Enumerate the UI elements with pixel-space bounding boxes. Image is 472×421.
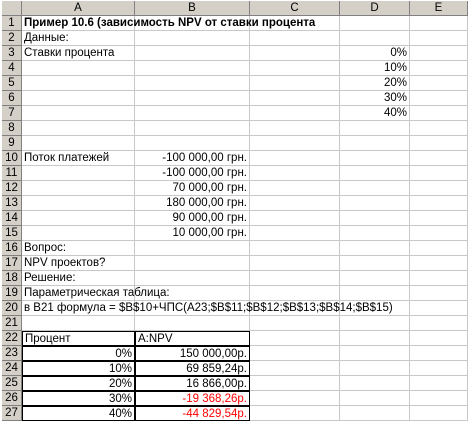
cell-d18[interactable] xyxy=(340,271,410,286)
row-header[interactable]: 11 xyxy=(2,166,22,181)
sheet-row xyxy=(2,31,468,46)
cell-a9[interactable] xyxy=(22,136,135,151)
cell-b16[interactable] xyxy=(135,241,250,256)
row-header[interactable]: 24 xyxy=(2,361,22,376)
column-header-e[interactable]: E xyxy=(410,1,468,16)
cell-c14[interactable] xyxy=(250,211,340,226)
cell-d1[interactable] xyxy=(340,16,410,31)
cell-a8[interactable] xyxy=(22,121,135,136)
row-header[interactable]: 23 xyxy=(2,346,22,361)
sheet-row xyxy=(2,106,468,121)
cell-c5[interactable] xyxy=(250,76,340,91)
row-header[interactable]: 9 xyxy=(2,136,22,151)
row-header[interactable]: 12 xyxy=(2,181,22,196)
cell-a12[interactable] xyxy=(22,181,135,196)
cell-e19[interactable] xyxy=(410,286,468,301)
cell-c24[interactable] xyxy=(250,361,340,376)
cell-c8[interactable] xyxy=(250,121,340,136)
cell-b17[interactable] xyxy=(135,256,250,271)
cell-d24[interactable] xyxy=(340,361,410,376)
row-header[interactable]: 22 xyxy=(2,331,22,346)
row-header[interactable]: 14 xyxy=(2,211,22,226)
column-header-d[interactable]: D xyxy=(340,1,410,16)
cell-b4[interactable] xyxy=(135,61,250,76)
row-header[interactable]: 17 xyxy=(2,256,22,271)
cell-c12[interactable] xyxy=(250,181,340,196)
cell-a5[interactable] xyxy=(22,76,135,91)
cell-c3[interactable] xyxy=(250,46,340,61)
cell-d22[interactable] xyxy=(340,331,410,346)
cell-a21[interactable] xyxy=(22,316,135,331)
cell-a26[interactable]: 30% xyxy=(22,391,135,406)
sheet-row xyxy=(2,16,468,31)
cell-e1[interactable] xyxy=(410,16,468,31)
cell-a6[interactable] xyxy=(22,91,135,106)
row-header[interactable]: 4 xyxy=(2,61,22,76)
row-header[interactable]: 8 xyxy=(2,121,22,136)
cell-b22[interactable]: A:NPV xyxy=(135,331,250,346)
cell-d14[interactable] xyxy=(340,211,410,226)
cell-a1[interactable]: Пример 10.6 (зависимость NPV от ставки процента xyxy=(24,17,316,29)
cell-e9[interactable] xyxy=(410,136,468,151)
cell-b9[interactable] xyxy=(135,136,250,151)
sheet-row xyxy=(2,286,468,301)
cell-d27[interactable] xyxy=(340,406,410,421)
cell-e4[interactable] xyxy=(410,61,468,76)
cell-b21[interactable] xyxy=(135,316,250,331)
cell-b23[interactable]: 150 000,00р. xyxy=(135,346,250,361)
cell-e7[interactable] xyxy=(410,106,468,121)
sheet-row xyxy=(2,136,468,151)
cell-b10[interactable]: -100 000,00 грн. xyxy=(135,151,250,166)
cell-b26[interactable]: -19 368,26р. xyxy=(135,391,250,406)
cell-e5[interactable] xyxy=(410,76,468,91)
sheet-row xyxy=(2,211,468,226)
cell-d25[interactable] xyxy=(340,376,410,391)
spreadsheet-grid xyxy=(2,1,470,420)
row-header[interactable]: 13 xyxy=(2,196,22,211)
sheet-row xyxy=(2,271,468,286)
cell-e23[interactable] xyxy=(410,346,468,361)
sheet-row xyxy=(2,166,468,181)
cell-e11[interactable] xyxy=(410,166,468,181)
cell-a4[interactable] xyxy=(22,61,135,76)
cell-a3[interactable]: Ставки процента xyxy=(22,46,135,61)
cell-a11[interactable] xyxy=(22,166,135,181)
cell-c23[interactable] xyxy=(250,346,340,361)
cell-a17[interactable]: NPV проектов? xyxy=(22,256,135,271)
row-header[interactable]: 19 xyxy=(2,286,22,301)
cell-c21[interactable] xyxy=(250,316,340,331)
sheet-row xyxy=(2,376,468,391)
row-header[interactable]: 6 xyxy=(2,91,22,106)
row-header[interactable]: 10 xyxy=(2,151,22,166)
cell-b24[interactable]: 69 859,24р. xyxy=(135,361,250,376)
cell-d8[interactable] xyxy=(340,121,410,136)
cell-c17[interactable] xyxy=(250,256,340,271)
cell-d17[interactable] xyxy=(340,256,410,271)
row-header[interactable]: 18 xyxy=(2,271,22,286)
cell-e15[interactable] xyxy=(410,226,468,241)
cell-b15[interactable]: 10 000,00 грн. xyxy=(135,226,250,241)
row-header[interactable]: 5 xyxy=(2,76,22,91)
cell-e26[interactable] xyxy=(410,391,468,406)
cell-d7[interactable]: 40% xyxy=(340,106,410,121)
cell-a22[interactable]: Процент xyxy=(22,331,135,346)
cell-d19[interactable] xyxy=(340,286,410,301)
column-header-row xyxy=(2,1,468,16)
cell-a2[interactable]: Данные: xyxy=(22,31,135,46)
sheet-row xyxy=(2,226,468,241)
cell-e25[interactable] xyxy=(410,376,468,391)
row-header[interactable]: 21 xyxy=(2,316,22,331)
row-header[interactable]: 26 xyxy=(2,391,22,406)
cell-b18[interactable] xyxy=(135,271,250,286)
cell-a18[interactable]: Решение: xyxy=(22,271,135,286)
cell-b12[interactable]: 70 000,00 грн. xyxy=(135,181,250,196)
cell-b3[interactable] xyxy=(135,46,250,61)
row-header[interactable]: 16 xyxy=(2,241,22,256)
cell-d23[interactable] xyxy=(340,346,410,361)
cell-b7[interactable] xyxy=(135,106,250,121)
sheet-row xyxy=(2,256,468,271)
cell-d4[interactable]: 10% xyxy=(340,61,410,76)
cell-b11[interactable]: -100 000,00 грн. xyxy=(135,166,250,181)
row-header[interactable]: 15 xyxy=(2,226,22,241)
cell-e6[interactable] xyxy=(410,91,468,106)
sheet-row xyxy=(2,241,468,256)
cell-e10[interactable] xyxy=(410,151,468,166)
sheet-row xyxy=(2,406,468,421)
cell-e2[interactable] xyxy=(410,31,468,46)
cell-a16[interactable]: Вопрос: xyxy=(22,241,135,256)
row-header[interactable]: 3 xyxy=(2,46,22,61)
cell-b13[interactable]: 180 000,00 грн. xyxy=(135,196,250,211)
cell-b2[interactable] xyxy=(135,31,250,46)
cell-c22[interactable] xyxy=(250,331,340,346)
cell-e12[interactable] xyxy=(410,181,468,196)
sheet-row xyxy=(2,121,468,136)
sheet-row xyxy=(2,91,468,106)
column-header-c[interactable]: C xyxy=(250,1,340,16)
cell-e20[interactable] xyxy=(410,301,468,316)
column-header-b[interactable]: B xyxy=(135,1,250,16)
cell-c6[interactable] xyxy=(250,91,340,106)
row-header[interactable]: 25 xyxy=(2,376,22,391)
sheet-row xyxy=(2,391,468,406)
cell-c16[interactable] xyxy=(250,241,340,256)
cell-d6[interactable]: 30% xyxy=(340,91,410,106)
cell-e22[interactable] xyxy=(410,331,468,346)
cell-c13[interactable] xyxy=(250,196,340,211)
cell-c26[interactable] xyxy=(250,391,340,406)
cell-a19[interactable]: Параметрическая таблица: xyxy=(24,287,170,299)
cell-d9[interactable] xyxy=(340,136,410,151)
cell-e14[interactable] xyxy=(410,211,468,226)
cell-e3[interactable] xyxy=(410,46,468,61)
cell-b19[interactable] xyxy=(135,286,250,301)
cell-c11[interactable] xyxy=(250,166,340,181)
sheet-row xyxy=(2,301,468,316)
row-header[interactable]: 20 xyxy=(2,301,22,316)
cell-a23[interactable]: 0% xyxy=(22,346,135,361)
cell-d21[interactable] xyxy=(340,316,410,331)
cell-c18[interactable] xyxy=(250,271,340,286)
cell-b27[interactable]: -44 829,54р. xyxy=(135,406,250,421)
sheet-row xyxy=(2,151,468,166)
cell-c9[interactable] xyxy=(250,136,340,151)
sheet-row xyxy=(2,361,468,376)
sheet-row xyxy=(2,76,468,91)
cell-e18[interactable] xyxy=(410,271,468,286)
cell-b5[interactable] xyxy=(135,76,250,91)
cell-c4[interactable] xyxy=(250,61,340,76)
cell-d2[interactable] xyxy=(340,31,410,46)
cell-d15[interactable] xyxy=(340,226,410,241)
cell-d26[interactable] xyxy=(340,391,410,406)
cell-e21[interactable] xyxy=(410,316,468,331)
cell-d13[interactable] xyxy=(340,196,410,211)
cell-a14[interactable] xyxy=(22,211,135,226)
sheet-row xyxy=(2,181,468,196)
row-header[interactable]: 2 xyxy=(2,31,22,46)
row-header[interactable]: 1 xyxy=(2,16,22,31)
cell-a7[interactable] xyxy=(22,106,135,121)
cell-a27[interactable]: 40% xyxy=(22,406,135,421)
cell-e17[interactable] xyxy=(410,256,468,271)
cell-c25[interactable] xyxy=(250,376,340,391)
sheet-row xyxy=(2,61,468,76)
cell-a15[interactable] xyxy=(22,226,135,241)
cell-c10[interactable] xyxy=(250,151,340,166)
cell-d11[interactable] xyxy=(340,166,410,181)
cell-b14[interactable]: 90 000,00 грн. xyxy=(135,211,250,226)
cell-a24[interactable]: 10% xyxy=(22,361,135,376)
cell-e8[interactable] xyxy=(410,121,468,136)
cell-c19[interactable] xyxy=(250,286,340,301)
cell-e13[interactable] xyxy=(410,196,468,211)
cell-d3[interactable]: 0% xyxy=(340,46,410,61)
cell-b25[interactable]: 16 866,00р. xyxy=(135,376,250,391)
cell-d16[interactable] xyxy=(340,241,410,256)
cell-d10[interactable] xyxy=(340,151,410,166)
cell-b8[interactable] xyxy=(135,121,250,136)
cell-c2[interactable] xyxy=(250,31,340,46)
cell-d5[interactable]: 20% xyxy=(340,76,410,91)
sheet-row xyxy=(2,331,468,346)
column-header-a[interactable]: A xyxy=(22,1,135,16)
cell-c7[interactable] xyxy=(250,106,340,121)
cell-e16[interactable] xyxy=(410,241,468,256)
cell-a13[interactable] xyxy=(22,196,135,211)
cell-c27[interactable] xyxy=(250,406,340,421)
row-header[interactable]: 27 xyxy=(2,406,22,421)
cell-d12[interactable] xyxy=(340,181,410,196)
sheet-row xyxy=(2,316,468,331)
sheet-row xyxy=(2,196,468,211)
sheet-row xyxy=(2,46,468,61)
cell-c15[interactable] xyxy=(250,226,340,241)
cell-a10[interactable]: Поток платежей xyxy=(22,151,135,166)
cell-a25[interactable]: 20% xyxy=(22,376,135,391)
cell-a20[interactable]: в B21 формула = $B$10+ЧПС(A23;$B$11;$B$12;$B$13;$B$14;$B$15) xyxy=(24,302,393,314)
cell-e27[interactable] xyxy=(410,406,468,421)
cell-e24[interactable] xyxy=(410,361,468,376)
sheet-row xyxy=(2,346,468,361)
row-header[interactable]: 7 xyxy=(2,106,22,121)
cell-b6[interactable] xyxy=(135,91,250,106)
